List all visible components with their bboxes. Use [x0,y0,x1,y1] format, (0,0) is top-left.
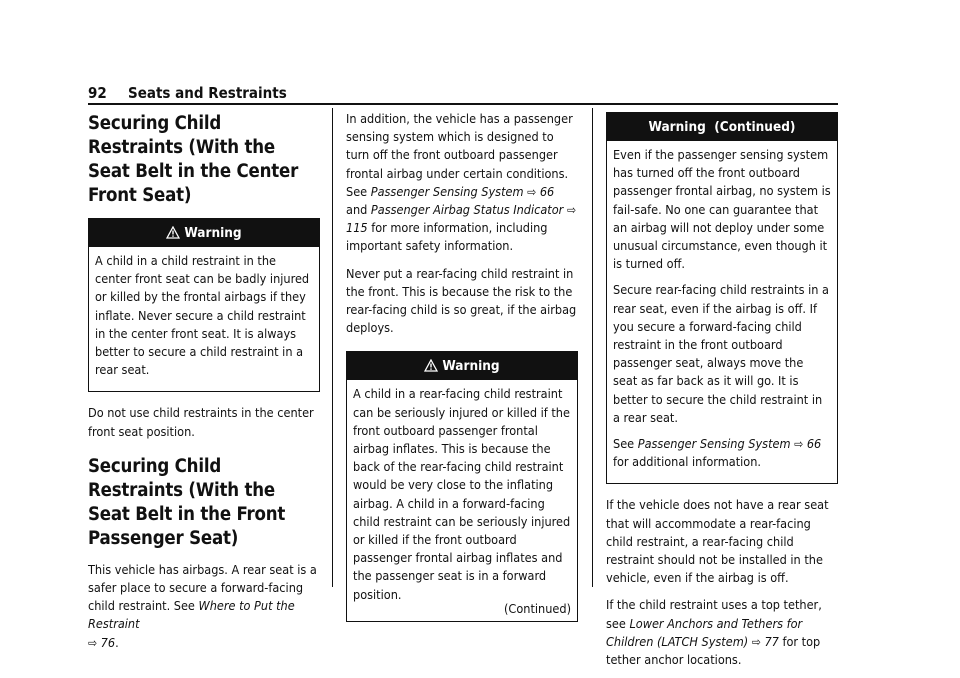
warning-title: Warning [442,358,500,375]
warning-box-rear-facing [346,351,578,621]
warning-text-fail-safe: Even if the passenger sensing system has turned off the front outboard passenger frontal airbag, no system is fail-safe. No one can guarantee that an airbag will not deploy under some unusual circumstance, even though it is turned off. [613,147,831,272]
warning-header: Warning (Continued) [607,113,837,141]
page-arrow-icon: ⇨ [527,184,537,199]
warning-box-center-seat [88,218,320,392]
paragraph-airbags: This vehicle has airbags. A rear seat is a safer place to secure a forward-facing child restraint. See Where to Put the Restraint ⇨ 76. [88,561,317,650]
heading-center-front-seat: Securing Child Restraints (With the Seat Belt in the Center Front Seat) [88,113,299,206]
heading-front-passenger-seat: Securing Child Restraints (With the Seat Belt in the Front Passenger Seat) [88,455,286,549]
page-number: 92 [88,84,107,102]
warning-triangle-icon [424,359,438,372]
page-arrow-icon: ⇨ [88,635,98,650]
column-divider-left [332,108,333,587]
warning-text-see-also: See Passenger Sensing System ⇨ 66 for additional information. [613,436,822,470]
warning-title: Warning [184,225,242,241]
paragraph-no-rear-seat: If the vehicle does not have a rear seat that will accommodate a rear-facing child restraint, a rear-facing child restraint should not be installed in the vehicle, even if the airbag is off. [606,497,829,586]
warning-box-continued [606,112,838,484]
paragraph-center-seat: Do not use child restraints in the center front seat position. [88,405,314,439]
paragraph-rear-facing: Never put a rear-facing child restraint in the front. This is because the risk to the rear-facing child is so great, if the airbag deploys. [346,265,577,336]
page-arrow-icon: ⇨ [794,437,804,452]
warning-triangle-icon [166,226,180,239]
column-3 [606,112,838,678]
continued-label: (Continued) [504,600,571,616]
paragraph-passenger-sensing: In addition, the vehicle has a passenger sensing system which is designed to turn off the front outboard passenger frontal airbag under certain conditions. See Passenger Sensing System ⇨ 66 and Passenger Airbag Status Indicator ⇨ 115 for more information, including important safety information. [346,111,576,254]
page-reference[interactable]: 66 [539,183,555,199]
warning-text: A child in a child restraint in the center front seat can be badly injured or killed by the frontal airbags if they inflate. Never secure a child restraint in the center front seat. It is always better to secure a child restraint in a rear seat. [95,253,310,378]
page-reference[interactable]: 66 [806,436,822,452]
cross-reference-link[interactable]: Where to Put the Restraint [88,598,295,632]
cross-reference-link[interactable]: Passenger Sensing System [637,436,791,452]
cross-reference-link[interactable]: Passenger Airbag Status Indicator [370,202,564,218]
page-header [88,80,838,106]
page-arrow-icon: ⇨ [566,203,576,218]
warning-header [89,219,319,247]
paragraph-top-tether: If the child restraint uses a top tether, see Lower Anchors and Tethers for Children (LATCH System) ⇨ 77 for top tether anchor locations. [606,597,822,668]
warning-text: A child in a rear-facing child restraint can be seriously injured or killed if the front outboard passenger frontal airbag inflates. This is because the back of the rear-facing child restraint would be very close to the inflating airbag. A child in a forward-facing child restraint can be seriously injured or killed if the front outboard passenger frontal airbag inflates and the passenger seat is in a forward position. [353,386,571,602]
cross-reference-link[interactable]: Passenger Sensing System [370,183,524,199]
page-arrow-icon: ⇨ [751,634,761,649]
header-rule [88,103,838,105]
column-divider-right [592,108,593,587]
cross-reference-link[interactable]: Lower Anchors and Tethers for Children (LATCH System) [606,615,803,649]
column-2 [346,110,578,634]
page-reference[interactable]: 115 [346,220,368,236]
column-1 [88,110,320,661]
section-title: Seats and Restraints [128,84,287,102]
warning-header [347,352,577,380]
page-reference[interactable]: 76 [100,634,116,650]
page-reference[interactable]: 77 [764,633,779,649]
warning-text-secure-rear: Secure rear-facing child restraints in a rear seat, even if the airbag is off. If you secure a forward-facing child restraint in the front outboard passenger seat, always move the seat as far back as it will go. It is better to secure the child restraint in a rear seat. [613,282,829,425]
